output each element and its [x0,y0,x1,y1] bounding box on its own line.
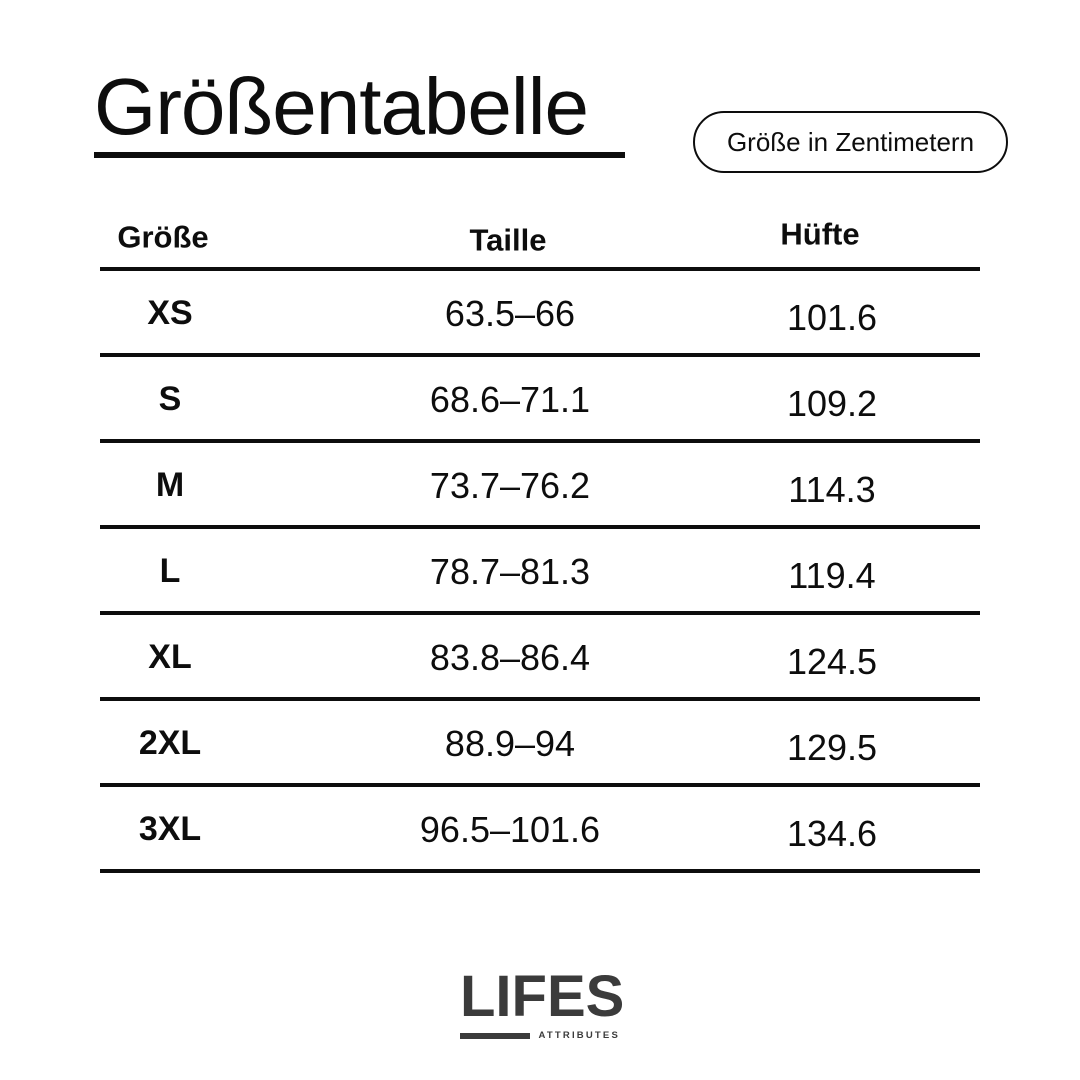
taille-cell: 88.9–94 [444,723,576,764]
huefte-cell: 119.4 [788,555,876,596]
table-row [100,529,980,615]
table-row [100,271,980,357]
table-row [100,615,980,701]
unit-badge [693,111,1008,173]
size-table [100,200,980,873]
brand-logo-subrow [460,1030,620,1041]
taille-cell: 73.7–76.2 [429,465,591,506]
huefte-cell: 124.5 [786,641,878,682]
huefte-cell: 134.6 [786,813,878,854]
taille-cell: 83.8–86.4 [429,637,591,678]
taille-cell: 78.7–81.3 [429,551,591,592]
size-cell: 2XL [138,724,202,762]
taille-cell: 63.5–66 [444,293,576,334]
size-cell: L [159,552,181,590]
table-row [100,357,980,443]
table-row [100,787,980,873]
brand-wordmark: LIFES [460,964,625,1029]
table-row [100,701,980,787]
taille-cell: 68.6–71.1 [429,379,591,420]
page-title: Größentabelle [94,67,625,158]
huefte-cell: 114.3 [788,469,876,510]
size-cell: XS [147,294,193,332]
size-cell: S [158,380,182,418]
size-cell: M [155,466,185,504]
brand-sub-label: ATTRIBUTES [538,1030,620,1041]
huefte-cell: 109.2 [786,383,878,424]
table-row [100,443,980,529]
size-cell: XL [148,638,192,676]
column-header-huefte: Hüfte [780,216,860,251]
taille-cell: 96.5–101.6 [419,809,601,850]
size-cell: 3XL [138,810,202,848]
huefte-cell: 101.6 [786,297,878,338]
unit-badge-label: Größe in Zentimetern [726,126,975,157]
brand-logo [460,964,625,1041]
column-header-groesse: Größe [117,219,209,254]
column-header-taille: Taille [469,222,547,257]
brand-logo-bar [460,1033,530,1039]
huefte-cell: 129.5 [786,727,878,768]
table-header-row [100,200,980,271]
